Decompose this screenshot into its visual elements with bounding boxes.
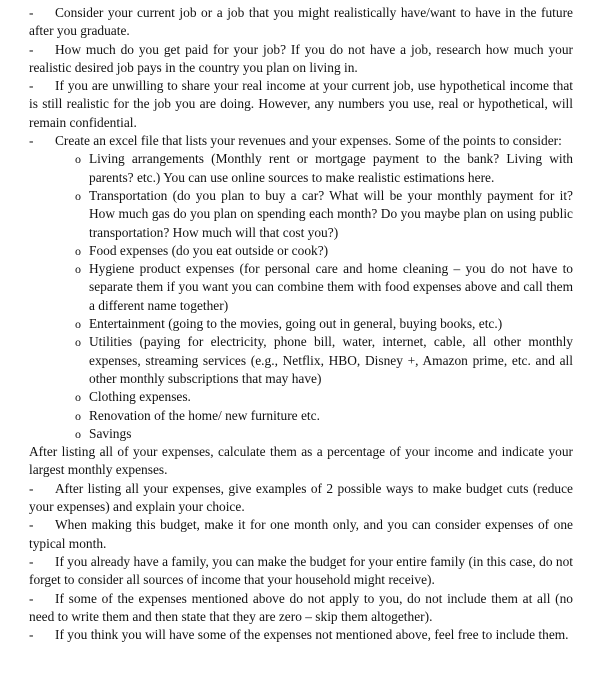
expense-item-savings: o Savings (75, 425, 573, 443)
bullet-icon: o (75, 335, 81, 350)
bullet-icon: o (75, 152, 81, 167)
instruction-family: - If you already have a family, you can make the budget for your entire family (in this case, do not forget to consider all sources of income that your household might receive). (29, 553, 573, 590)
instruction-current-job: - Consider your current job or a job that you might realistically have/want to have in the future after you graduate. (29, 4, 573, 41)
bullet-icon: o (75, 188, 81, 203)
dash-marker (29, 517, 55, 532)
dash-marker (29, 133, 55, 148)
dash-marker (29, 481, 55, 496)
instruction-pay: - How much do you get paid for your job? If you do not have a job, research how much your realistic desired job pays in the country you plan on living in. (29, 41, 573, 78)
bullet-icon: o (75, 317, 81, 332)
dash-marker (29, 554, 55, 569)
bullet-icon: o (75, 390, 81, 405)
dash-marker (29, 42, 55, 57)
expense-item-hygiene: o Hygiene product expenses (for personal care and home cleaning – you do not have to separate them if you want you can combine them with food expenses above and call them a different name together) (75, 261, 573, 313)
bullet-icon: o (75, 262, 81, 277)
dash-marker (29, 78, 55, 93)
expense-item-entertainment: o Entertainment (going to the movies, going out in general, buying books, etc.) (75, 315, 573, 333)
expense-item-renovation: o Renovation of the home/ new furniture etc. (75, 407, 573, 425)
expense-item-transportation: o Transportation (do you plan to buy a car? What will be your monthly payment for it? How much gas do you plan on spending each month? Do you maybe plan on using public transportation? How much will that cost you?) (75, 187, 573, 240)
expense-item-clothing: o Clothing expenses. (75, 388, 573, 406)
instruction-skip-nonapplicable: - If some of the expenses mentioned above do not apply to you, do not include them at all (no need to write them and then state that they are zero – skip them altogether). (29, 590, 573, 627)
instruction-excel-file: - Create an excel file that lists your revenues and your expenses. Some of the points to consider: (29, 132, 573, 150)
expense-item-food: o Food expenses (do you eat outside or cook?) (75, 242, 573, 260)
document-body (29, 4, 573, 644)
instruction-other-expenses: - If you think you will have some of the expenses not mentioned above, feel free to include them. (29, 626, 573, 644)
expense-item-utilities: o Utilities (paying for electricity, phone bill, water, internet, cable, all other monthly expenses, streaming services (e.g., Netflix, HBO, Disney +, Amazon prime, etc. and all other monthly subscriptions that may have) (75, 334, 573, 386)
expense-list (29, 150, 573, 443)
dash-marker (29, 591, 55, 606)
dash-marker (29, 5, 55, 20)
instruction-hypothetical-income: - If you are unwilling to share your real income at your current job, use hypothetical income that is still realistic for the job you are doing. However, any numbers you use, real or hypothetical, will remain confidential. (29, 77, 573, 132)
expense-item-living: o Living arrangements (Monthly rent or mortgage payment to the bank? Living with parents? etc.) You can use online sources to make realistic estimations here. (75, 151, 573, 185)
bullet-icon: o (75, 426, 81, 441)
instruction-one-month: - When making this budget, make it for one month only, and you can consider expenses of one typical month. (29, 516, 573, 553)
bullet-icon: o (75, 243, 81, 258)
instruction-budget-cuts: - After listing all your expenses, give examples of 2 possible ways to make budget cuts (reduce your expenses) and explain your choice. (29, 480, 573, 517)
bullet-icon: o (75, 408, 81, 423)
after-list-instruction: After listing all of your expenses, calculate them as a percentage of your income and indicate your largest monthly expenses. (29, 444, 573, 478)
dash-marker (29, 627, 55, 642)
